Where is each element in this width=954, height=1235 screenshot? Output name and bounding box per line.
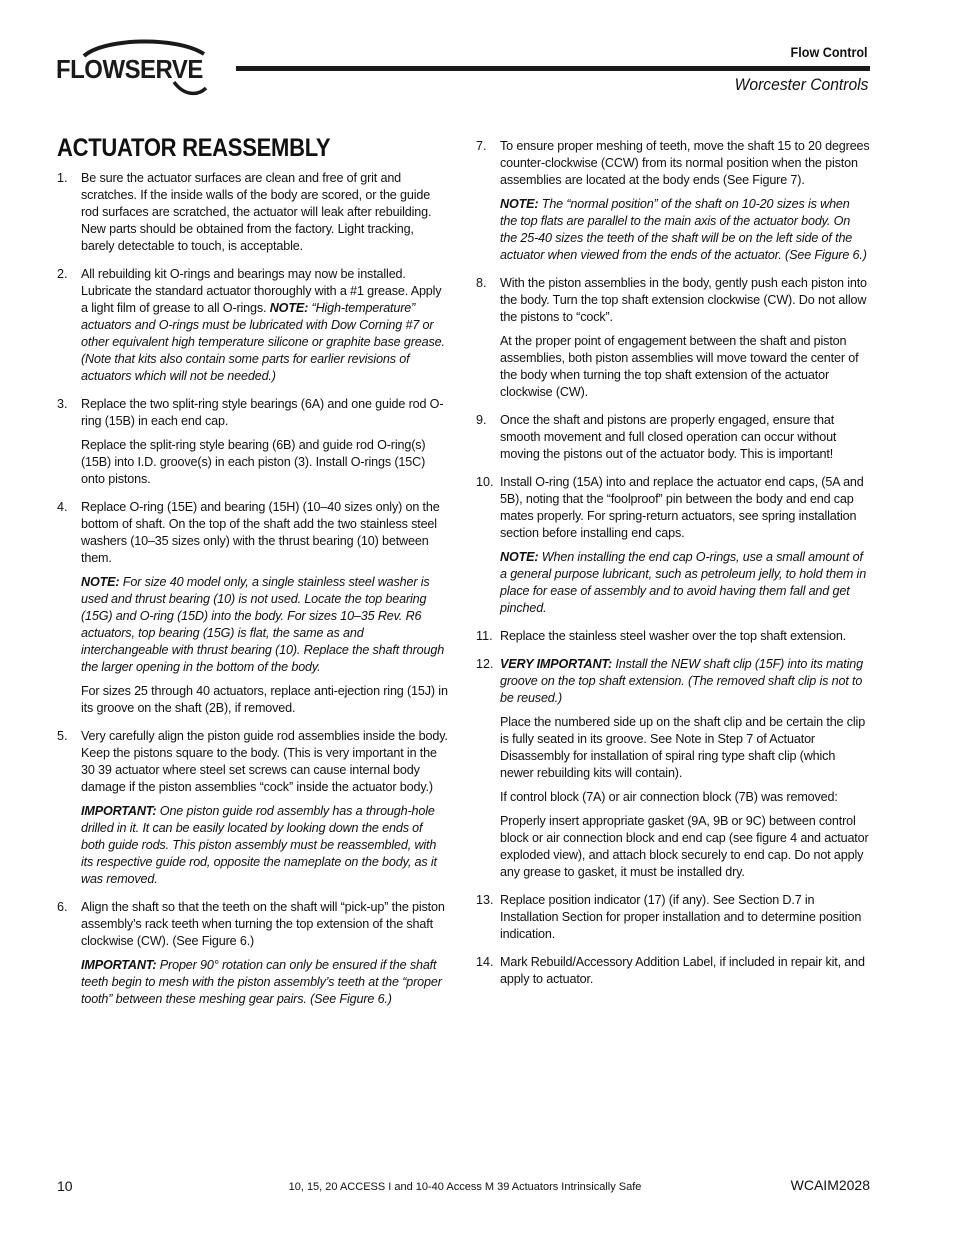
step-number: 3.: [57, 397, 68, 411]
note-label: NOTE:: [500, 197, 539, 211]
step-number: 11.: [476, 629, 493, 643]
step-item: [476, 474, 870, 617]
step-item: [476, 275, 870, 401]
footer-doc-code: WCAIM2028: [790, 1177, 870, 1193]
note-label: NOTE:: [81, 575, 120, 589]
step-paragraph: Properly insert appropriate gasket (9A, 9B or 9C) between control block or air connection block and end cap (see figure 4 and actuator exploded view), and attach block securely to end cap. Do not apply any grease to gasket, it must be installed dry.: [500, 814, 869, 879]
left-column-steps: [57, 170, 449, 1019]
logo-wordmark: FLOWSERVE: [56, 54, 203, 84]
note-text: One piston guide rod assembly has a through-hole drilled in it. It can be easily located by looking down the ends of both guide rods. This piston assembly must be reassembled, with its respective guide rod, opposite the nameplate on the body, as it was removed.: [81, 804, 437, 886]
step-number: 14.: [476, 955, 494, 969]
step-paragraph: If control block (7A) or air connection block (7B) was removed:: [500, 790, 838, 804]
step-paragraph: Align the shaft so that the teeth on the shaft will “pick-up” the piston assembly’s rack teeth when turning the top extension of the shaft clockwise (CW). (See Figure 6.): [81, 900, 445, 948]
step-number: 8.: [476, 276, 487, 290]
step-text: All rebuilding kit O-rings and bearings may now be installed. Lubricate the standard actuator thoroughly with a #1 grease. Apply a light film of grease to all O-rings.: [81, 267, 442, 315]
step-number: 5.: [57, 729, 68, 743]
step-item: [57, 499, 449, 717]
step-number: 13.: [476, 893, 494, 907]
step-paragraph: For sizes 25 through 40 actuators, replace anti-ejection ring (15J) in its groove on the shaft (2B), if removed.: [81, 684, 448, 715]
right-column-steps: [476, 138, 870, 999]
step-item: [57, 266, 449, 385]
note-text: Proper 90° rotation can only be ensured if the shaft teeth begin to mesh with the piston assembly’s teeth at the “proper tooth” between these meshing gear pairs. (See Figure 6.): [81, 958, 442, 1006]
step-item: [476, 138, 870, 264]
note-text: “High-temperature” actuators and O-rings must be lubricated with Dow Corning #7 or other equivalent high temperature silicone or graphite base grease. (Note that kits also contain some parts for earlier revisions of actuators which will not be needed.): [81, 301, 445, 383]
step-number: 2.: [57, 267, 68, 281]
step-item: [57, 170, 449, 255]
step-number: 9.: [476, 413, 487, 427]
step-paragraph: Replace position indicator (17) (if any). See Section D.7 in Installation Section for proper installation and to determine position indication.: [500, 893, 862, 941]
note-text: Install the NEW shaft clip (15F) into its mating groove on the top shaft extension. (The removed shaft clip is not to be reused.): [500, 657, 863, 705]
step-paragraph: [81, 266, 449, 385]
header-brand: Worcester Controls: [734, 75, 868, 94]
note-text: The “normal position” of the shaft on 10-20 sizes is when the top flats are parallel to the main axis of the actuator body. On the 25-40 sizes the teeth of the shaft will be on the left side of the actuator when viewed from the ends of the actuator. (See Figure 6.): [500, 197, 867, 262]
note-label: IMPORTANT:: [81, 958, 157, 972]
step-note: [81, 957, 449, 1008]
note-label: NOTE:: [269, 301, 309, 315]
step-paragraph: Be sure the actuator surfaces are clean and free of grit and scratches. If the inside walls of the body are scored, or the guide rod surfaces are scratched, the actuator will leak after rebuilding. New parts should be obtained from the factory. Light tracking, barely detectable to touch, is acceptable.: [81, 171, 432, 253]
step-number: 10.: [476, 475, 494, 489]
note-label: IMPORTANT:: [81, 804, 157, 818]
step-paragraph: With the piston assemblies in the body, gently push each piston into the body. Turn the top shaft extension clockwise (CW). Do not allow the pistons to “cock”.: [500, 276, 867, 324]
note-text: When installing the end cap O-rings, use a small amount of a general purpose lubricant, such as petroleum jelly, to hold them in place for ease of assembly and to avoid having them fall and get pinched.: [500, 550, 867, 615]
step-item: [57, 899, 449, 1008]
step-number: 6.: [57, 900, 68, 914]
step-paragraph: Very carefully align the piston guide rod assemblies inside the body. Keep the pistons square to the body. (This is very important in the 30 39 actuator where steel set screws can cause internal body damage if the piston assemblies “cock” inside the actuator body.): [81, 729, 448, 794]
page-number: 10: [57, 1178, 73, 1194]
step-paragraph: Once the shaft and pistons are properly engaged, ensure that smooth movement and full closed operation can occur without moving the pistons out of the actuator body. This is important!: [500, 413, 837, 461]
footer-doc-title: 10, 15, 20 ACCESS I and 10-40 Access M 39 Actuators Intrinsically Safe: [288, 1181, 642, 1193]
note-label: VERY IMPORTANT:: [500, 657, 613, 671]
step-number: 4.: [57, 500, 68, 514]
step-item: [476, 954, 870, 988]
section-title: ACTUATOR REASSEMBLY: [57, 134, 331, 162]
header-division: Flow Control: [791, 44, 868, 60]
step-paragraph: Replace the split-ring style bearing (6B) and guide rod O-ring(s) (15B) into I.D. groove(s) in each piston (3). Install O-rings (15C) onto pistons.: [81, 438, 426, 486]
step-item: [476, 656, 870, 881]
step-item: [57, 728, 449, 888]
step-number: 12.: [476, 657, 494, 671]
step-item: [57, 396, 449, 488]
step-paragraph: Mark Rebuild/Accessory Addition Label, if included in repair kit, and apply to actuator.: [500, 955, 865, 986]
note-label: NOTE:: [500, 550, 539, 564]
step-paragraph: Replace the two split-ring style bearings (6A) and one guide rod O-ring (15B) in each end cap.: [81, 397, 444, 428]
step-paragraph: Install O-ring (15A) into and replace the actuator end caps, (5A and 5B), noting that the “foolproof” pin between the body and end cap mates properly. For spring-return actuators, see spring installation section before installing end caps.: [500, 475, 864, 540]
step-note: [500, 196, 870, 264]
note-text: For size 40 model only, a single stainless steel washer is used and thrust bearing (10) is not used. Locate the top bearing (15G) and O-ring (15D) into the body. For sizes 10–35 Rev. R6 actuators, top bearing (15G) is flat, the same as and interchangeable with thrust bearing (10). Replace the shaft through the larger opening in the bottom of the body.: [81, 575, 445, 674]
step-note: [81, 574, 449, 676]
step-number: 7.: [476, 139, 487, 153]
step-item: [476, 628, 870, 645]
step-paragraph: Place the numbered side up on the shaft clip and be certain the clip is fully seated in its groove. See Note in Step 7 of Actuator Disassembly for installation of spiral ring type shaft clip (which newer rebuilding kits will contain).: [500, 715, 866, 780]
step-note: [81, 803, 449, 888]
flowserve-logo: [56, 38, 216, 100]
step-note: [500, 549, 870, 617]
step-paragraph: Replace the stainless steel washer over the top shaft extension.: [500, 629, 847, 643]
step-paragraph: At the proper point of engagement between the shaft and piston assemblies, both piston assemblies will move toward the center of the body when turning the top shaft extension of the actuator clockwise (CW).: [500, 334, 859, 399]
step-paragraph: To ensure proper meshing of teeth, move the shaft 15 to 20 degrees counter-clockwise (CCW) from its normal position when the piston assemblies are located at the body ends (See Figure 7).: [500, 139, 870, 187]
step-item: [476, 412, 870, 463]
step-number: 1.: [57, 171, 68, 185]
step-item: [476, 892, 870, 943]
step-paragraph: Replace O-ring (15E) and bearing (15H) (10–40 sizes only) on the bottom of shaft. On the top of the shaft add the two stainless steel washers (10–35 sizes only) with the thrust bearing (10) between them.: [81, 500, 440, 565]
header-rule: [236, 66, 870, 71]
step-note: [500, 656, 870, 707]
